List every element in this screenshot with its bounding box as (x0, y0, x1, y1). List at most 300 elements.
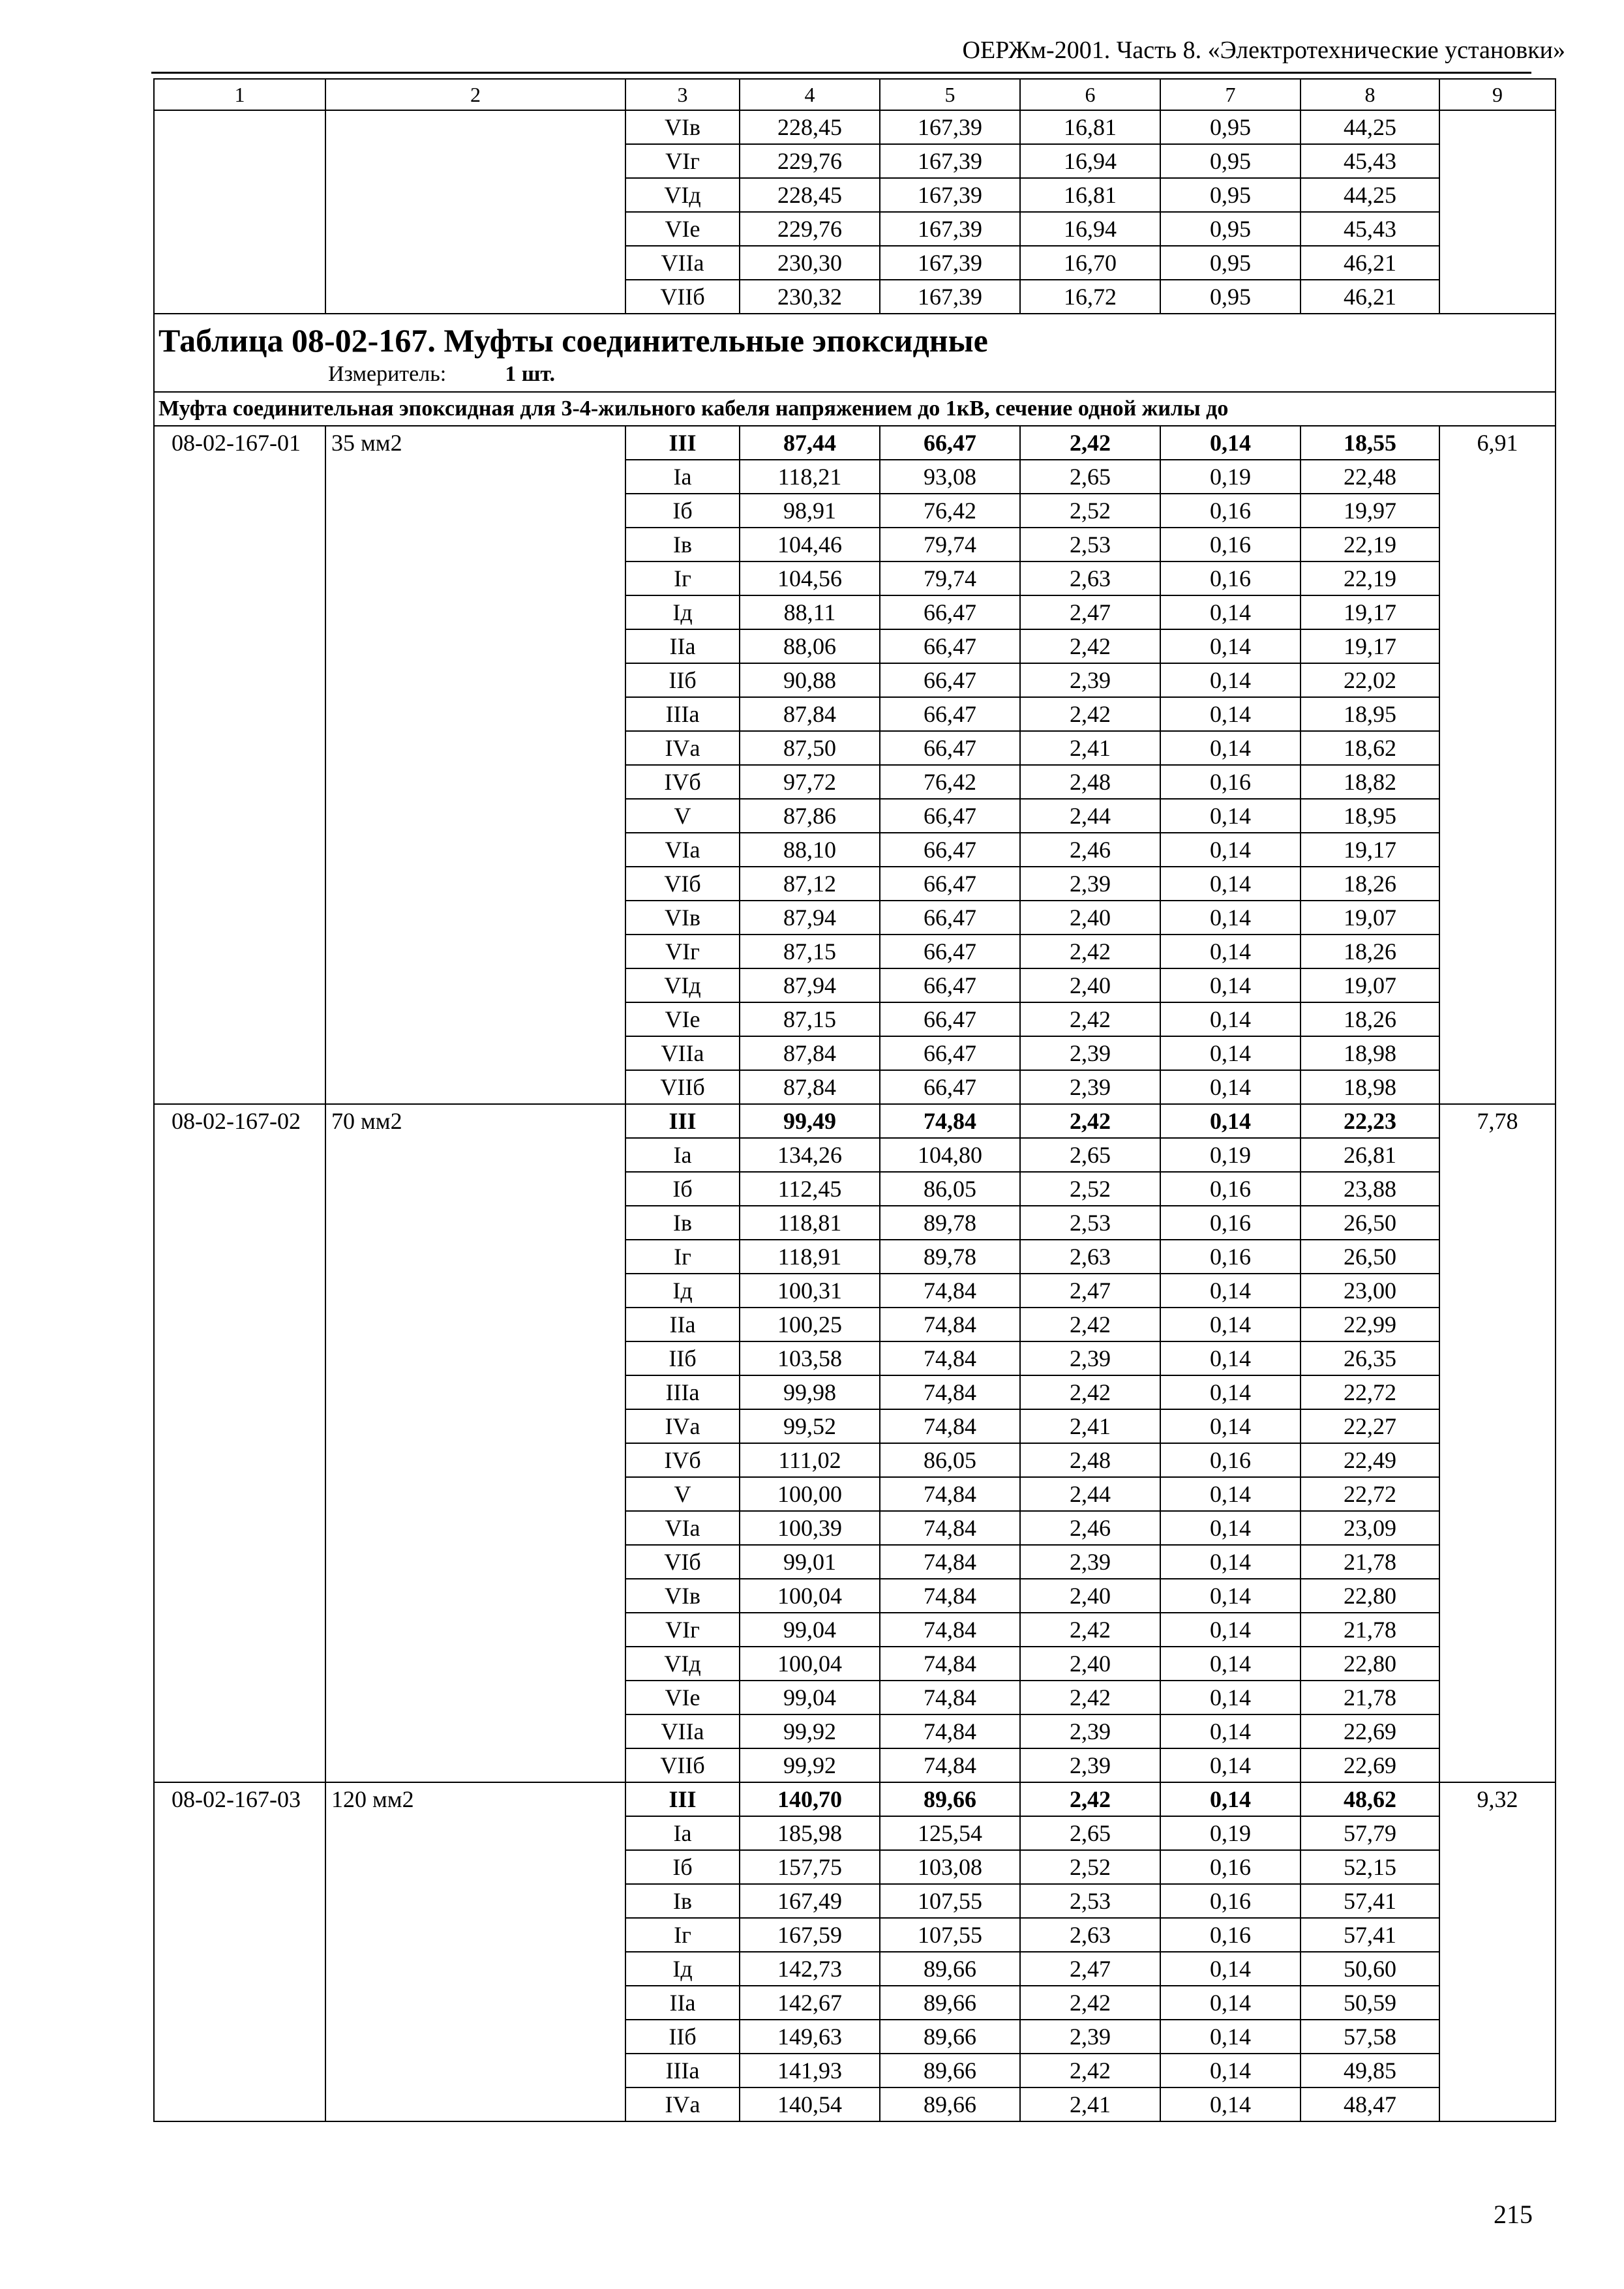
cell-wages: 74,84 (880, 1477, 1020, 1511)
cell-wages: 66,47 (880, 968, 1020, 1002)
cell-direct-cost: 140,70 (740, 1782, 880, 1816)
cell-materials: 22,19 (1301, 561, 1439, 595)
cell-price-zone: VIе (625, 212, 740, 246)
cell-machines: 2,63 (1020, 1918, 1160, 1952)
cell-machines: 2,65 (1020, 1138, 1160, 1172)
cell-direct-cost: 87,84 (740, 1036, 880, 1070)
cell-materials: 50,60 (1301, 1952, 1439, 1986)
cell-machines: 16,70 (1020, 246, 1160, 280)
cell-price-zone: Iд (625, 595, 740, 629)
cell-wages: 167,39 (880, 178, 1020, 212)
cell-machinist-wages: 0,16 (1160, 1884, 1301, 1918)
cell-materials: 50,59 (1301, 1986, 1439, 2020)
cell-wages: 107,55 (880, 1884, 1020, 1918)
cell-machines: 2,39 (1020, 1070, 1160, 1104)
column-number: 5 (880, 79, 1020, 110)
cell-price-zone: VIIб (625, 1748, 740, 1782)
cell-machinist-wages: 0,14 (1160, 1681, 1301, 1714)
cell-direct-cost: 185,98 (740, 1816, 880, 1850)
cell-materials: 46,21 (1301, 246, 1439, 280)
cell-wages: 66,47 (880, 867, 1020, 901)
cell-machinist-wages: 0,16 (1160, 1850, 1301, 1884)
table-title: Таблица 08-02-167. Муфты соединительные эпоксидные (158, 322, 988, 359)
cell-machines: 2,40 (1020, 968, 1160, 1002)
cell-machinist-wages: 0,14 (1160, 663, 1301, 697)
cell-wages: 66,47 (880, 799, 1020, 833)
rate-code: 08-02-167-03 (154, 1782, 325, 2121)
cell-price-zone: Iв (625, 1884, 740, 1918)
cell-price-zone: Iг (625, 1240, 740, 1274)
cell-wages: 89,78 (880, 1206, 1020, 1240)
cell-machinist-wages: 0,16 (1160, 1918, 1301, 1952)
cell-machinist-wages: 0,14 (1160, 2087, 1301, 2121)
cell-materials: 22,02 (1301, 663, 1439, 697)
cell-wages: 66,47 (880, 697, 1020, 731)
cell-machinist-wages: 0,14 (1160, 1714, 1301, 1748)
cell-machines: 2,41 (1020, 2087, 1160, 2121)
cell-machinist-wages: 0,95 (1160, 110, 1301, 144)
cell-machines: 2,39 (1020, 1748, 1160, 1782)
cell-direct-cost: 112,45 (740, 1172, 880, 1206)
estimate-table (153, 78, 1556, 2122)
cell-wages: 107,55 (880, 1918, 1020, 1952)
cell-machines: 2,39 (1020, 1545, 1160, 1579)
cell-machines: 2,39 (1020, 867, 1160, 901)
cell-machines: 2,42 (1020, 1002, 1160, 1036)
cell-materials: 21,78 (1301, 1545, 1439, 1579)
cell-direct-cost: 88,11 (740, 595, 880, 629)
rate-code: 08-02-167-02 (154, 1104, 325, 1782)
cell-machinist-wages: 0,14 (1160, 1748, 1301, 1782)
cell-price-zone: III (625, 1104, 740, 1138)
cell-wages: 89,66 (880, 2087, 1020, 2121)
cell-direct-cost: 87,94 (740, 968, 880, 1002)
cell-materials: 45,43 (1301, 144, 1439, 178)
description-row (154, 392, 1556, 426)
cell-price-zone: VIв (625, 901, 740, 935)
cell-direct-cost: 90,88 (740, 663, 880, 697)
cell-machinist-wages: 0,19 (1160, 1138, 1301, 1172)
cell-machines: 2,52 (1020, 1172, 1160, 1206)
cell-materials: 57,41 (1301, 1918, 1439, 1952)
cell-materials: 22,72 (1301, 1477, 1439, 1511)
cell-wages: 89,78 (880, 1240, 1020, 1274)
cell-machines: 2,41 (1020, 731, 1160, 765)
cell-materials: 26,81 (1301, 1138, 1439, 1172)
cell-wages: 89,66 (880, 2054, 1020, 2087)
cell-direct-cost: 157,75 (740, 1850, 880, 1884)
cell-direct-cost: 97,72 (740, 765, 880, 799)
cell-wages: 66,47 (880, 1070, 1020, 1104)
cell-direct-cost: 167,59 (740, 1918, 880, 1952)
cell-machinist-wages: 0,14 (1160, 1375, 1301, 1409)
labor-norm: 9,32 (1439, 1782, 1556, 2121)
cell-direct-cost: 103,58 (740, 1341, 880, 1375)
cell-materials: 18,82 (1301, 765, 1439, 799)
cell-machines: 2,53 (1020, 528, 1160, 561)
cell-machinist-wages: 0,95 (1160, 178, 1301, 212)
cell-machines: 2,42 (1020, 629, 1160, 663)
cell-materials: 18,26 (1301, 935, 1439, 968)
cell-price-zone: VIIа (625, 1036, 740, 1070)
cell-price-zone: VIIб (625, 280, 740, 314)
cell-wages: 74,84 (880, 1681, 1020, 1714)
cell-direct-cost: 99,49 (740, 1104, 880, 1138)
carryover-code-cell (154, 110, 325, 314)
cell-direct-cost: 99,92 (740, 1714, 880, 1748)
column-number: 4 (740, 79, 880, 110)
cell-machinist-wages: 0,14 (1160, 1104, 1301, 1138)
cell-machinist-wages: 0,14 (1160, 595, 1301, 629)
cell-price-zone: VIе (625, 1002, 740, 1036)
cell-price-zone: IIа (625, 629, 740, 663)
running-header: ОЕРЖм-2001. Часть 8. «Электротехнические установки» (962, 37, 1565, 64)
cell-materials: 22,48 (1301, 460, 1439, 494)
cell-direct-cost: 142,73 (740, 1952, 880, 1986)
cell-price-zone: IVа (625, 731, 740, 765)
cell-machinist-wages: 0,14 (1160, 799, 1301, 833)
cell-machinist-wages: 0,14 (1160, 1613, 1301, 1647)
cell-wages: 74,84 (880, 1511, 1020, 1545)
cell-direct-cost: 100,31 (740, 1274, 880, 1308)
cell-wages: 74,84 (880, 1274, 1020, 1308)
cell-machinist-wages: 0,14 (1160, 1036, 1301, 1070)
cell-price-zone: VIIа (625, 246, 740, 280)
cell-materials: 46,21 (1301, 280, 1439, 314)
cell-materials: 18,26 (1301, 867, 1439, 901)
cell-materials: 19,07 (1301, 901, 1439, 935)
cell-wages: 167,39 (880, 110, 1020, 144)
cell-machinist-wages: 0,16 (1160, 528, 1301, 561)
cell-wages: 167,39 (880, 246, 1020, 280)
cell-machinist-wages: 0,14 (1160, 1647, 1301, 1681)
cell-wages: 93,08 (880, 460, 1020, 494)
cell-direct-cost: 87,44 (740, 426, 880, 460)
cell-materials: 19,17 (1301, 629, 1439, 663)
cell-wages: 86,05 (880, 1443, 1020, 1477)
cable-section: 35 мм2 (325, 426, 625, 1104)
cell-machines: 2,42 (1020, 1104, 1160, 1138)
cell-materials: 22,80 (1301, 1579, 1439, 1613)
cell-machines: 2,42 (1020, 1681, 1160, 1714)
cell-machines: 2,53 (1020, 1884, 1160, 1918)
cell-machines: 2,42 (1020, 1375, 1160, 1409)
cell-machinist-wages: 0,14 (1160, 968, 1301, 1002)
cell-wages: 76,42 (880, 765, 1020, 799)
cell-price-zone: VIг (625, 935, 740, 968)
cell-direct-cost: 99,04 (740, 1681, 880, 1714)
cell-materials: 19,97 (1301, 494, 1439, 528)
cell-direct-cost: 118,91 (740, 1240, 880, 1274)
cell-machinist-wages: 0,14 (1160, 833, 1301, 867)
cell-direct-cost: 230,30 (740, 246, 880, 280)
cell-price-zone: Iа (625, 1138, 740, 1172)
cell-materials: 18,98 (1301, 1070, 1439, 1104)
cell-machines: 2,65 (1020, 460, 1160, 494)
cell-machinist-wages: 0,14 (1160, 1308, 1301, 1341)
cell-machines: 2,39 (1020, 2020, 1160, 2054)
column-number: 8 (1301, 79, 1439, 110)
cell-wages: 74,84 (880, 1647, 1020, 1681)
cell-price-zone: IIIа (625, 697, 740, 731)
cell-machines: 2,40 (1020, 901, 1160, 935)
cell-wages: 103,08 (880, 1850, 1020, 1884)
cell-materials: 57,79 (1301, 1816, 1439, 1850)
cell-materials: 18,95 (1301, 697, 1439, 731)
cell-price-zone: VIв (625, 1579, 740, 1613)
cell-machinist-wages: 0,14 (1160, 1952, 1301, 1986)
cell-wages: 74,84 (880, 1545, 1020, 1579)
cell-wages: 66,47 (880, 595, 1020, 629)
cell-machines: 2,44 (1020, 799, 1160, 833)
cell-price-zone: VIа (625, 1511, 740, 1545)
cell-price-zone: VIв (625, 110, 740, 144)
cell-wages: 167,39 (880, 212, 1020, 246)
cell-machines: 2,42 (1020, 935, 1160, 968)
cell-wages: 167,39 (880, 144, 1020, 178)
cell-price-zone: V (625, 1477, 740, 1511)
cell-price-zone: III (625, 1782, 740, 1816)
cell-machinist-wages: 0,14 (1160, 1341, 1301, 1375)
cell-direct-cost: 99,92 (740, 1748, 880, 1782)
cell-materials: 23,09 (1301, 1511, 1439, 1545)
cable-section: 120 мм2 (325, 1782, 625, 2121)
cell-machines: 2,42 (1020, 1308, 1160, 1341)
cell-wages: 89,66 (880, 2020, 1020, 2054)
cell-materials: 19,17 (1301, 595, 1439, 629)
cell-machines: 2,42 (1020, 1986, 1160, 2020)
cell-price-zone: VIIа (625, 1714, 740, 1748)
cell-materials: 26,35 (1301, 1341, 1439, 1375)
cell-direct-cost: 87,12 (740, 867, 880, 901)
measure-line (158, 361, 1551, 387)
cell-direct-cost: 167,49 (740, 1884, 880, 1918)
cell-machines: 2,42 (1020, 1613, 1160, 1647)
table-title-row (154, 314, 1556, 392)
cell-machinist-wages: 0,14 (1160, 1545, 1301, 1579)
cell-materials: 45,43 (1301, 212, 1439, 246)
cell-wages: 89,66 (880, 1782, 1020, 1816)
cell-price-zone: IIIа (625, 1375, 740, 1409)
cell-direct-cost: 98,91 (740, 494, 880, 528)
labor-norm: 7,78 (1439, 1104, 1556, 1782)
cell-price-zone: IIа (625, 1308, 740, 1341)
cell-machinist-wages: 0,95 (1160, 212, 1301, 246)
cell-price-zone: VIг (625, 1613, 740, 1647)
rate-code: 08-02-167-01 (154, 426, 325, 1104)
cell-machinist-wages: 0,14 (1160, 1409, 1301, 1443)
cell-wages: 79,74 (880, 528, 1020, 561)
cell-direct-cost: 134,26 (740, 1138, 880, 1172)
cell-materials: 19,17 (1301, 833, 1439, 867)
cell-wages: 66,47 (880, 833, 1020, 867)
cell-machines: 2,39 (1020, 1341, 1160, 1375)
cell-direct-cost: 104,56 (740, 561, 880, 595)
cell-machines: 2,39 (1020, 1036, 1160, 1070)
cell-direct-cost: 111,02 (740, 1443, 880, 1477)
cable-section: 70 мм2 (325, 1104, 625, 1782)
cell-machines: 2,40 (1020, 1579, 1160, 1613)
cell-machinist-wages: 0,16 (1160, 1206, 1301, 1240)
cell-direct-cost: 100,25 (740, 1308, 880, 1341)
cell-machinist-wages: 0,14 (1160, 1782, 1301, 1816)
cell-price-zone: IIб (625, 663, 740, 697)
column-number: 7 (1160, 79, 1301, 110)
cell-price-zone: Iа (625, 1816, 740, 1850)
cell-wages: 74,84 (880, 1579, 1020, 1613)
cell-machinist-wages: 0,19 (1160, 1816, 1301, 1850)
cell-wages: 125,54 (880, 1816, 1020, 1850)
cell-materials: 49,85 (1301, 2054, 1439, 2087)
cell-wages: 89,66 (880, 1952, 1020, 1986)
cell-wages: 66,47 (880, 1036, 1020, 1070)
cell-machines: 2,48 (1020, 1443, 1160, 1477)
cell-machinist-wages: 0,14 (1160, 1511, 1301, 1545)
cell-materials: 52,15 (1301, 1850, 1439, 1884)
cell-machines: 2,39 (1020, 663, 1160, 697)
cell-wages: 66,47 (880, 935, 1020, 968)
cell-machines: 16,94 (1020, 144, 1160, 178)
cell-price-zone: Iб (625, 1172, 740, 1206)
cell-direct-cost: 104,46 (740, 528, 880, 561)
cell-materials: 22,80 (1301, 1647, 1439, 1681)
cell-price-zone: Iг (625, 561, 740, 595)
cell-wages: 167,39 (880, 280, 1020, 314)
cell-materials: 44,25 (1301, 110, 1439, 144)
cell-direct-cost: 228,45 (740, 110, 880, 144)
cell-machinist-wages: 0,16 (1160, 1172, 1301, 1206)
cell-machines: 2,47 (1020, 1274, 1160, 1308)
cell-wages: 66,47 (880, 629, 1020, 663)
cell-machines: 2,46 (1020, 833, 1160, 867)
cell-direct-cost: 87,84 (740, 1070, 880, 1104)
cell-machinist-wages: 0,14 (1160, 2020, 1301, 2054)
cell-direct-cost: 140,54 (740, 2087, 880, 2121)
cell-price-zone: Iа (625, 460, 740, 494)
cell-machinist-wages: 0,14 (1160, 731, 1301, 765)
cell-price-zone: VIе (625, 1681, 740, 1714)
table-row (154, 1782, 1556, 1816)
cell-materials: 22,99 (1301, 1308, 1439, 1341)
cell-direct-cost: 141,93 (740, 2054, 880, 2087)
cell-machinist-wages: 0,16 (1160, 765, 1301, 799)
cell-materials: 18,98 (1301, 1036, 1439, 1070)
cell-price-zone: IIа (625, 1986, 740, 2020)
cell-materials: 22,23 (1301, 1104, 1439, 1138)
cell-machines: 16,72 (1020, 280, 1160, 314)
cell-machines: 2,42 (1020, 426, 1160, 460)
cell-machines: 2,63 (1020, 561, 1160, 595)
carryover-section-cell (325, 110, 625, 314)
cell-wages: 66,47 (880, 901, 1020, 935)
cell-materials: 21,78 (1301, 1681, 1439, 1714)
cell-price-zone: Iб (625, 494, 740, 528)
cell-materials: 23,88 (1301, 1172, 1439, 1206)
cell-price-zone: VIд (625, 1647, 740, 1681)
cell-wages: 79,74 (880, 561, 1020, 595)
cell-materials: 19,07 (1301, 968, 1439, 1002)
cell-machinist-wages: 0,14 (1160, 697, 1301, 731)
cell-direct-cost: 87,84 (740, 697, 880, 731)
cell-direct-cost: 230,32 (740, 280, 880, 314)
cell-wages: 74,84 (880, 1341, 1020, 1375)
cell-machines: 2,42 (1020, 2054, 1160, 2087)
labor-norm: 6,91 (1439, 426, 1556, 1104)
cell-price-zone: Iг (625, 1918, 740, 1952)
cell-machinist-wages: 0,16 (1160, 561, 1301, 595)
cell-machinist-wages: 0,19 (1160, 460, 1301, 494)
cell-machinist-wages: 0,14 (1160, 426, 1301, 460)
cell-machinist-wages: 0,14 (1160, 935, 1301, 968)
cell-materials: 48,47 (1301, 2087, 1439, 2121)
cell-machines: 2,52 (1020, 1850, 1160, 1884)
cell-direct-cost: 87,86 (740, 799, 880, 833)
cell-direct-cost: 118,21 (740, 460, 880, 494)
cell-machines: 2,53 (1020, 1206, 1160, 1240)
cell-price-zone: VIIб (625, 1070, 740, 1104)
table-title-cell (154, 314, 1556, 392)
cell-price-zone: IIIа (625, 2054, 740, 2087)
cell-price-zone: VIа (625, 833, 740, 867)
table-row (154, 110, 1556, 144)
cell-machinist-wages: 0,14 (1160, 629, 1301, 663)
cell-direct-cost: 99,98 (740, 1375, 880, 1409)
carryover-norm-cell (1439, 110, 1556, 314)
cell-machines: 2,44 (1020, 1477, 1160, 1511)
cell-machinist-wages: 0,14 (1160, 1986, 1301, 2020)
cell-machines: 2,63 (1020, 1240, 1160, 1274)
cell-machines: 2,65 (1020, 1816, 1160, 1850)
cell-wages: 86,05 (880, 1172, 1020, 1206)
cell-machinist-wages: 0,14 (1160, 1579, 1301, 1613)
cell-direct-cost: 88,06 (740, 629, 880, 663)
cell-machines: 2,47 (1020, 595, 1160, 629)
table-row (154, 1104, 1556, 1138)
cell-materials: 22,49 (1301, 1443, 1439, 1477)
cell-wages: 89,66 (880, 1986, 1020, 2020)
cell-price-zone: V (625, 799, 740, 833)
cell-price-zone: VIб (625, 1545, 740, 1579)
cell-materials: 21,78 (1301, 1613, 1439, 1647)
column-number: 9 (1439, 79, 1556, 110)
cell-machinist-wages: 0,95 (1160, 246, 1301, 280)
cell-price-zone: Iв (625, 1206, 740, 1240)
table-description: Муфта соединительная эпоксидная для 3-4-жильного кабеля напряжением до 1кВ, сечение одной жилы до (154, 392, 1556, 426)
column-number: 2 (325, 79, 625, 110)
cell-machines: 2,40 (1020, 1647, 1160, 1681)
cell-direct-cost: 87,15 (740, 935, 880, 968)
header-rule (151, 72, 1531, 74)
cell-machines: 16,81 (1020, 110, 1160, 144)
column-number: 6 (1020, 79, 1160, 110)
cell-machines: 2,48 (1020, 765, 1160, 799)
cell-materials: 18,26 (1301, 1002, 1439, 1036)
measure-label: Измеритель: (328, 362, 447, 386)
cell-direct-cost: 99,04 (740, 1613, 880, 1647)
cell-machines: 2,47 (1020, 1952, 1160, 1986)
cell-machinist-wages: 0,14 (1160, 1477, 1301, 1511)
cell-machinist-wages: 0,14 (1160, 1070, 1301, 1104)
cell-wages: 76,42 (880, 494, 1020, 528)
cell-materials: 44,25 (1301, 178, 1439, 212)
cell-price-zone: IVб (625, 1443, 740, 1477)
table-row (154, 426, 1556, 460)
cell-direct-cost: 100,39 (740, 1511, 880, 1545)
column-number: 3 (625, 79, 740, 110)
cell-materials: 26,50 (1301, 1206, 1439, 1240)
cell-price-zone: VIб (625, 867, 740, 901)
cell-machines: 16,81 (1020, 178, 1160, 212)
